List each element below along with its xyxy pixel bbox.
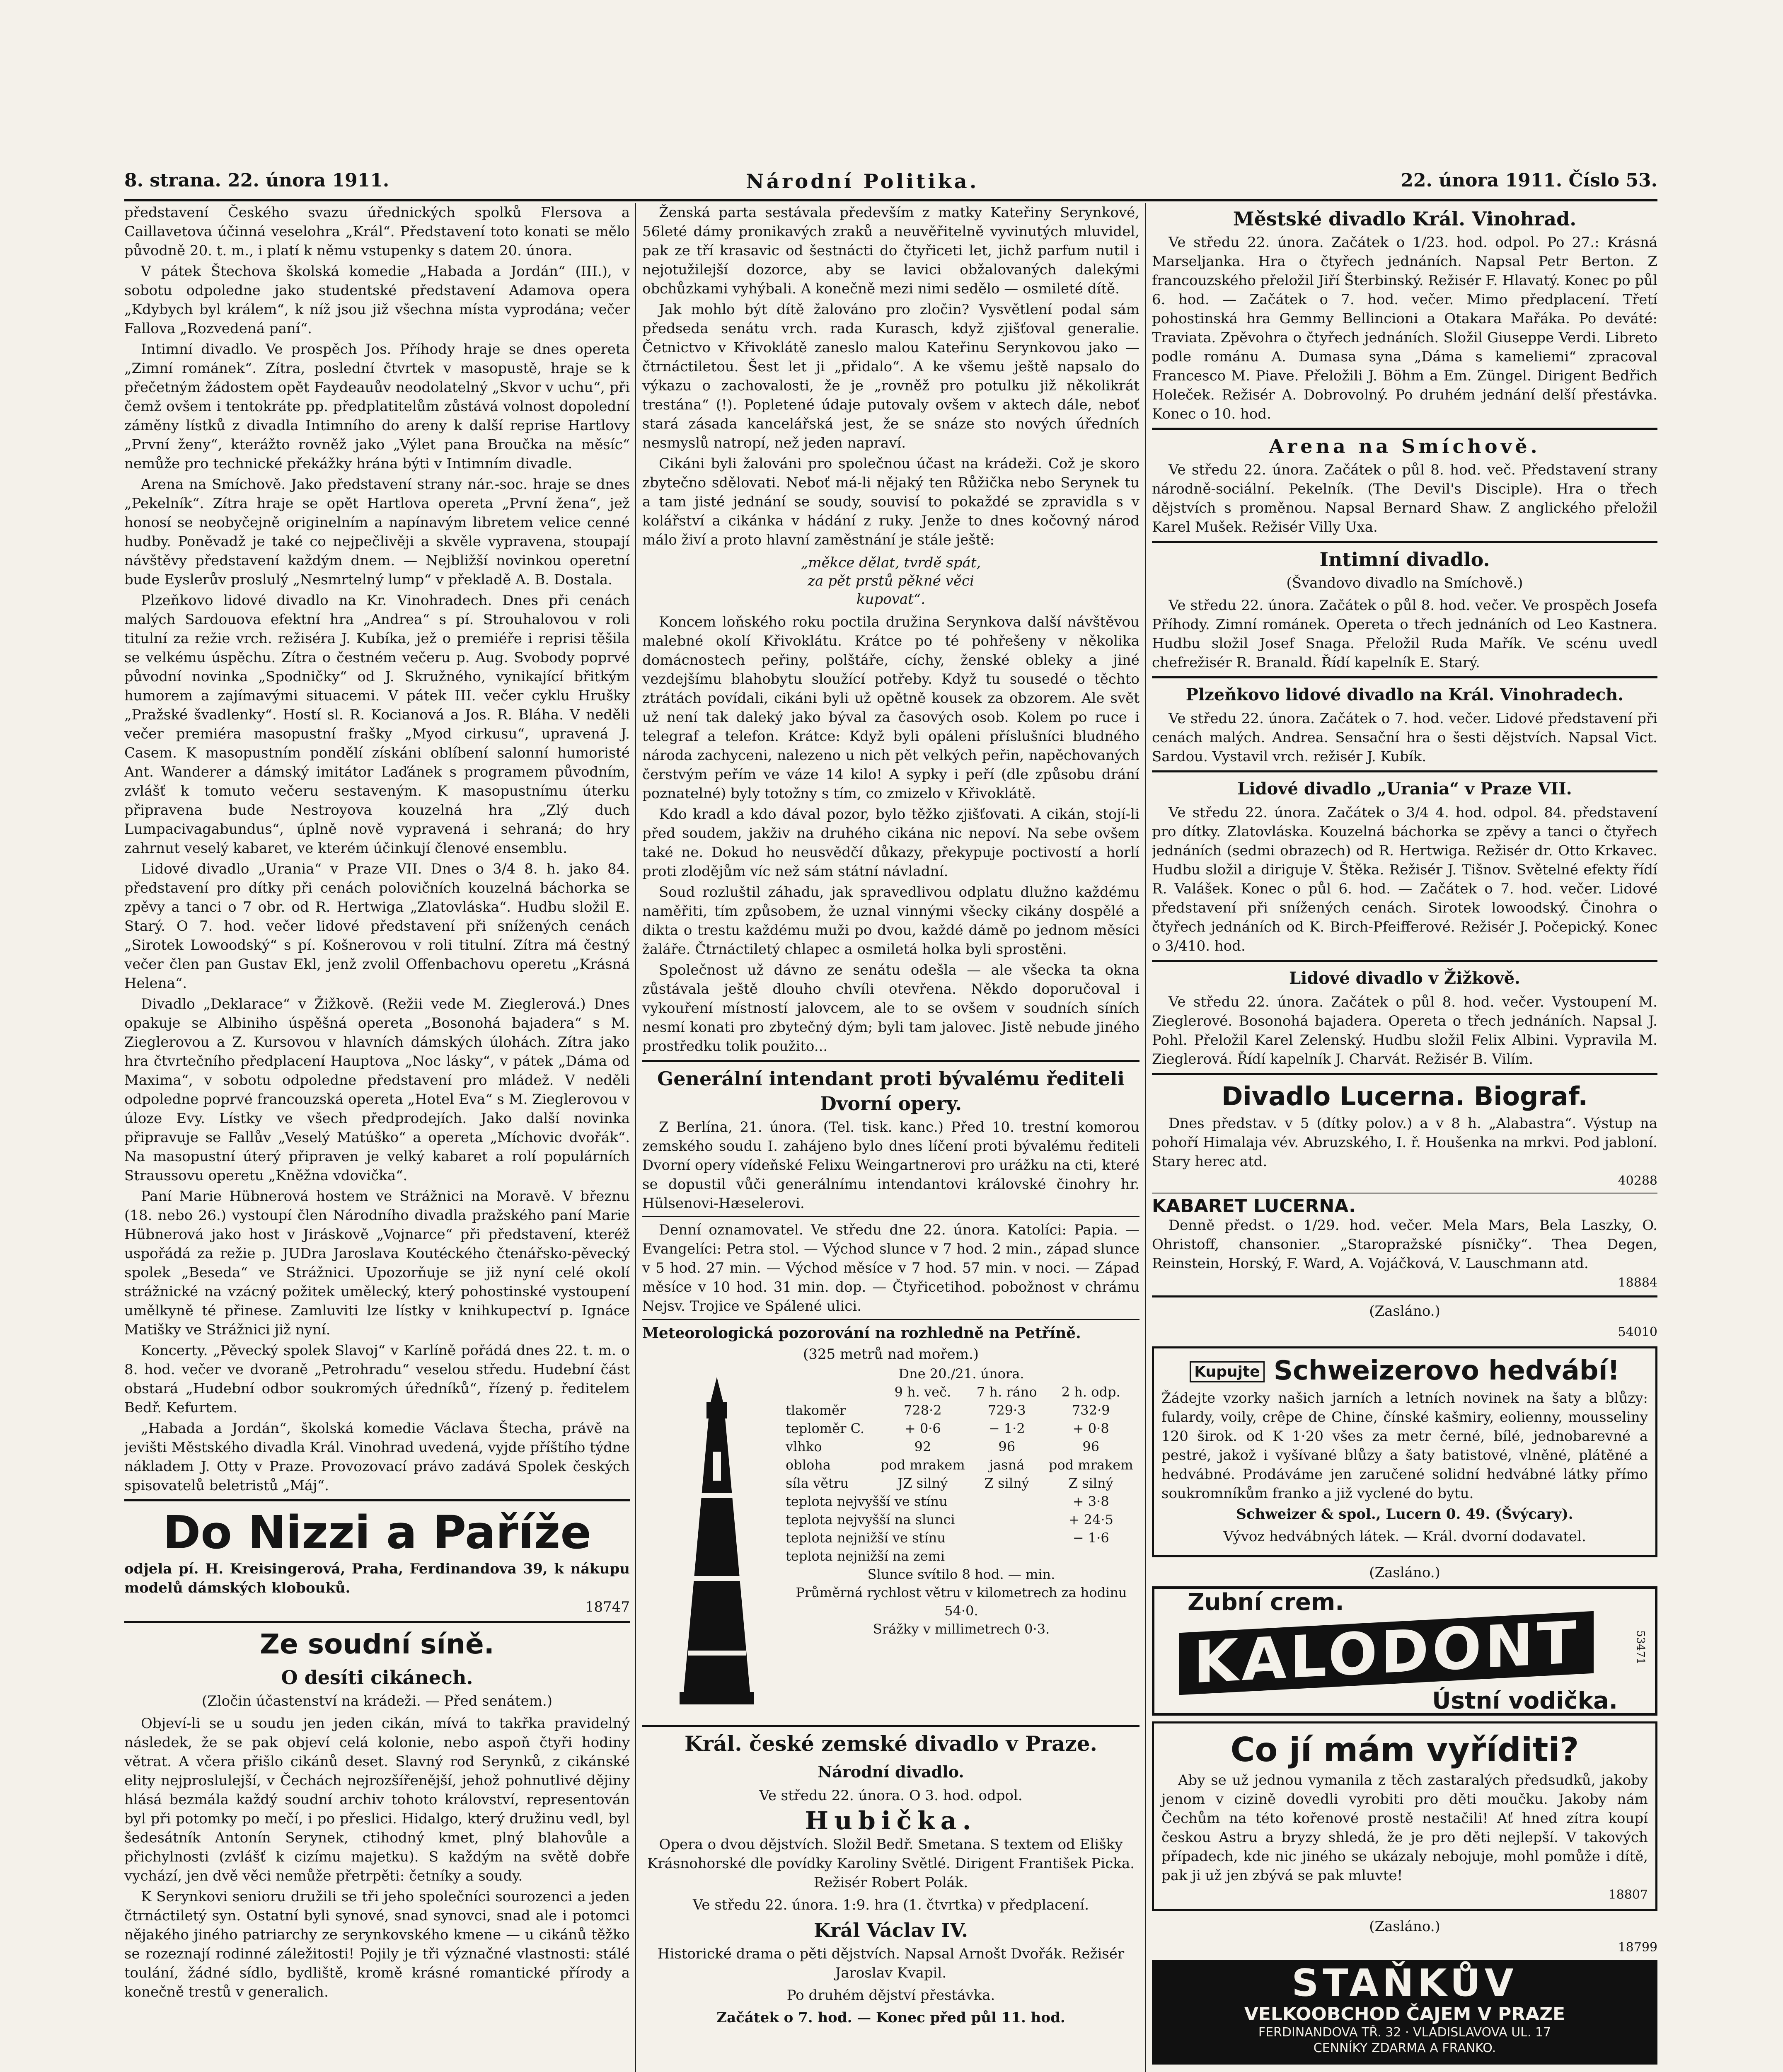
co-ji-title: Co jí mám vyříditi? (1230, 1731, 1579, 1769)
daily-notice: Denní oznamovatel. Ve středu dne 22. února. Katolíci: Papia. — Evangelíci: Petra stol. — Východ slunce v 7 hod. 2 min., západ slunce v 5 hod. 27 min. — Východ měsíce v 7 hod. 57 min. v noci. — Západ měsíce v 10 hod. 31 min. dop. — Čtyřicetihod. pobožnost v chrámu Nejsv. Trojice ve Spálené ulici. (642, 1222, 1139, 1314)
meteo-cell: 96 (998, 1439, 1016, 1455)
stanek-line3: FERDINANDOVA TŘ. 32 · VLADISLAVOVA UL. 17 (1258, 2025, 1551, 2040)
stanek-line4: CENNÍKY ZDARMA A FRANKO. (1313, 2041, 1496, 2056)
article-paragraph: Z Berlína, 21. února. (Tel. tisk. kanc.) Před 10. trestní komorou zemského soudu I. zahájeno bylo dnes líčení proti bývalému řediteli Dvorní opery vídeňské Felixu Weingartnerovi pro urážku na cti, které se dopustil vůči generálnímu intendantovi královské činohry hr. Hülsenovi-Hæselerovi. (642, 1119, 1139, 1212)
ad-code: 40288 (1618, 1174, 1657, 1188)
article-paragraph: Divadlo „Deklarace“ v Žižkově. (Režii vede M. Zieglerová.) Dnes opakuje se Albiniho úspěšná opereta „Bosonohá bajadera“ s M. Zieglerovou a Z. Kursovou v hlavních dámských úlohách. Zítra jako hra čtvrtečního předplacení Hauptova „Noc lásky“, v pátek „Dáma od Maxima“, v sobotu odpoledne představení pro mládež. V neděli odpoledne poprvé francouzská opereta „Hotel Eva“ s M. Zieglerovou v úloze Evy. Lístky ve všech předprodejích. Jako další novinka připravuje se Fallův „Veselý Matúško“ a opereta „Míchovic dvořák“. Na masopustní úterý připraven je velký kabaret a rolí populárních Straussovu operetu „Kněžna vdovička“. (124, 996, 630, 1184)
meteo-subtitle: (325 metrů nad mořem.) (803, 1346, 979, 1363)
article-paragraph: Koncerty. „Pěvecký spolek Slavoj“ v Karlíně pořádá dnes 22. t. m. o 8. hod. večer ve dvoraně „Petrohradu“ veselou středu. Hudební část obstará „Hudební odbor soukromých úředníků“, řízený p. ředitelem Bedř. Kefurtem. (124, 1342, 630, 1416)
article-paragraph: Společnost už dávno ze senátu odešla — ale všecka ta okna zůstávala ještě dlouho chvíli otevřena. Někdo doporučoval i vykouření místností jalovcem, ale to se ovšem v soudních síních nesmí konati pro zbytečný dým; byli tam jalovec. Jistě nebude jiného prostředku tolik použito... (642, 962, 1139, 1055)
divider (124, 1621, 630, 1623)
theatre-listing: Ve středu 22. února. Začátek o 3/4 4. hod. odpol. 84. představení pro dítky. Zlatovláska. Kouzelná báchorka se zpěvy a tanci o čtyřech jednáních (sedmi obrazech) od R. Hertwiga. Režisér dr. Otto Krkavec. Hudbu složil a diriguje V. Štěka. Režisér J. Tišnov. Světelné efekty řídí R. Valášek. Konec o půl 6. hod. — Začátek o 7. hod. večer. Lidové představení při snížených cenách. Sirotek lowoodský. Činohra o čtyřech jednáních od K. Birch-Pfeifferové. Režisér J. Počepický. Konec o 3/410. hod. (1152, 804, 1657, 954)
meteo-cell: JZ silný (898, 1475, 948, 1491)
article-paragraph: Ženská parta sestávala především z matky Kateřiny Serynkové, 56leté dámy pronikavých zraků a neuvěřitelně vyvinutých mluvidel, pak ze tří krasavic od šestnácti do čtyřiceti let, jichž parfum nutil i nejotužilejší dozorce, aby se lavici obžalovaných dalekými obchůzkami vyhýbali. A konečně mezi nimi sedělo — osmileté dítě. (642, 204, 1139, 297)
meteo-extreme-value (1042, 1547, 1139, 1565)
divider (1152, 428, 1657, 430)
meteo-table (783, 1365, 1139, 1638)
divider (642, 1060, 1139, 1062)
article-paragraph: Objeví-li se u soudu jen jeden cikán, mívá to takřka pravidelný následek, že se pak objeví celá kolonie, nebo aspoň čtyři hodiny větrat. A včera přišlo cikánů deset. Slavný rod Serynků, z cikánské elity nejproslulejší, v Čechách nejrozšířenější, jehož pohnutlivé dějiny hlásá bezmála každý soudní archiv tohoto království, representován byl při potomky po mečí, i po přeslici. Hidalgo, který družinu vedl, byl šedesátník Antonín Serynek, ctihodný kmet, plný blahovůle a přichylnosti (zvlášť k cizímu majetku). S každým na světě dobře vychází, jen dvě věci nemůže přetrpěti: četníky a soudy. (124, 1715, 630, 1884)
lucerna-title: Divadlo Lucerna. Biograf. (1222, 1081, 1588, 1111)
ad-schweizer-export: Vývoz hedvábných látek. — Král. dvorní dodavatel. (1223, 1528, 1586, 1545)
meteo-cell: − 1·2 (988, 1421, 1025, 1436)
meteo-sun: Slunce svítilo 8 hod. — min. (867, 1566, 1055, 1582)
article-paragraph: Intimní divadlo. Ve prospěch Jos. Příhody hraje se dnes opereta „Zimní románek“. Zítra, poslední čtvrtek v masopustě, hraje se k přečetným žádostem opět Faydeauův neodolatelný „Skvor v uchu“, při čemž ovšem i tentokráte pp. předplatitelům zůstává volnost dopolední záměny lístků z divadla Intimního do areny k další reprise Hartlovy „První ženy“, kterážto rovněž jako „Výlet pana Broučka na měsíc“ nemůže pro technické překážky hrána býti v Intimním divadle. (124, 341, 630, 472)
quoted-verse (642, 554, 1139, 608)
table-row (783, 1438, 1139, 1456)
masthead-title: Národní Politika. (746, 170, 979, 193)
ad-code: 18807 (1608, 1888, 1648, 1903)
header-issue-number: 22. února 1911. Číslo 53. (1401, 170, 1657, 191)
petrin-tower-icon (655, 1369, 779, 1709)
meteo-extreme-value: − 1·6 (1072, 1530, 1109, 1546)
ad-schweizer-firm: Schweizer & spol., Lucern 0. 49. (Švýcary). (1236, 1506, 1573, 1523)
theatre-listing: Ve středu 22. února. Začátek o 1/23. hod. odpol. Po 27.: Krásná Marseljanka. Hra o čtyřech jednáních. Napsal Petr Berton. Z francouzského přeložil Jiří Šterbinský. Režisér F. Hlavatý. Konec po půl 6. hod. — Začátek o 7. hod. večer. Mimo předplacení. Třetí pohostinská hra Gemmy Bellincioni a Otakara Mařáka. Po deváté: Traviata. Zpěvohra o čtyřech jednáních. Složil Giuseppe Verdi. Libreto podle románu A. Dumasa syna „Dáma s kameliemi“ zpracoval Francesco M. Piave. Přeložili J. Böhm a Em. Züngel. Dirigent Bedřich Holeček. Režisér A. Dobrovolný. Po druhém jednání delší přestávka. Konec o 10. hod. (1152, 234, 1657, 422)
theatre-listing: Ve středu 22. února. Začátek o půl 8. hod. večer. Vystoupení M. Zieglerové. Bosonohá bajadera. Opereta o třech jednáních. Napsal J. Pohl. Přeložil Karel Zelenský. Hudbu složil Felix Albini. Vypravila M. Zieglerová. Řídí kapelník J. Charvát. Režisér B. Vilím. (1152, 994, 1657, 1067)
table-row (783, 1419, 1139, 1438)
court-note: (Zločin účastenství na krádeži. — Před senátem.) (201, 1693, 553, 1709)
ad-code: 18884 (1618, 1276, 1657, 1290)
column-3 (1152, 203, 1657, 2072)
verse-line: za pět prstů pěkné věci (808, 573, 974, 589)
meteo-cell: 728·2 (904, 1402, 942, 1418)
divider (642, 1725, 1139, 1727)
ad-code: 18799 (1618, 1940, 1657, 1955)
ad-kalodont (1152, 1586, 1657, 1716)
theatre-title: Král. české zemské divadlo v Praze. (685, 1731, 1097, 1756)
meteo-extreme-label: teplota nejnižší ve stínu (786, 1530, 946, 1546)
article-paragraph: Jak mohlo být dítě žalováno pro zločin? Vysvětlení podal sám předseda senátu vrch. rada Kurasch, když zjišťoval generalie. Četnictvo v Křivoklátě zaneslo malou Kateřinu Serynkovou jako — čtrnáctiletou. Šest let ji „přidalo“. A ke všemu ještě napsalo do výkazu o zachovalosti, že je „rovněž pro potulku již několikrát trestána“ (!). Popletené údaje putovaly ovšem v aktech dále, neboť stará zásada kancelářská jest, že se snáze sto nových úředních nesmyslů natropí, než jeden napraví. (642, 301, 1139, 451)
play-description: Po druhém dějství přestávka. (786, 1987, 995, 2004)
court-title: Ze soudní síně. (260, 1628, 494, 1660)
zaslano-label: (Zasláno.) (1369, 1303, 1440, 1319)
meteo-cell: 732·9 (1072, 1402, 1110, 1418)
ad-nizza-text: odjela pí. H. Kreisingerová, Praha, Ferdinandova 39, k nákupu modelů dámských klobouků. (124, 1561, 630, 1596)
ad-code: 53471 (1634, 1630, 1647, 1665)
theatre-title: Intimní divadlo. (1319, 548, 1490, 571)
meteo-extreme-label: teplota nejvyšší ve stínu (786, 1493, 948, 1509)
meteo-cell: jasná (989, 1457, 1025, 1473)
ad-nizza-code: 18747 (585, 1599, 630, 1615)
theatre-subtitle: Národní divadlo. (818, 1762, 964, 1781)
meteo-extreme-value: + 3·8 (1072, 1493, 1109, 1509)
co-ji-text: Aby se už jednou vymanila z těch zastaralých předsudků, jakoby jenom v cizině dovedli vyrobiti pro děti moučku. Jakoby nám Čechům na této kořenové prostě nestačili! Ať hned zítra koupí českou Astru a bryzy shledá, že je pro děti nejlepší. V takových případech, kde nic jiného se ukázaly nebojuje, mohl pomůže i dítě, pak ji už jen zbývá se pak mluvte! (1161, 1772, 1648, 1884)
intendant-title: Generální intendant proti bývalému řediteli Dvorní opery. (657, 1067, 1125, 1115)
article-paragraph: „Habada a Jordán“, školská komedie Václava Štecha, právě na jevišti Městského divadla Král. Vinohrad uvedená, vyjde příštího týdne nákladem J. Otty v Praze. Provozovací právo zadává Spolek českých spisovatelů beletristů „Máj“. (124, 1420, 630, 1494)
table-row (783, 1492, 1139, 1510)
divider (1152, 676, 1657, 678)
zaslano-label: (Zasláno.) (1369, 1564, 1440, 1581)
article-paragraph: Koncem loňského roku poctila družina Serynkova další návštěvou malebné okolí Křivoklátu. Krátce po té pohřešeny v několika domácnostech peřiny, polštáře, cíchy, ženské obleky a jiné vezdejšímu blahobytu sloužící potřeby. Když tu sousedé o těchto ztrátách povídali, cikáni byli už opětně kousek za obzorem. Ale svět už není tak daleký jako býval za časových osob. Kolem po ruce i telegraf a telefon. Krátce: Když byli opáleni příslušníci bludného národa zachyceni, nalezeno u nich pět velkých peřin, napěchovaných čerstvým peřím ve váze 14 kilo! A sypky i peří (dle způsobu drání poznatelné) byly totožny s tím, co zmizelo v Křivoklátě. (642, 614, 1139, 802)
meteo-cell: Z silný (984, 1475, 1029, 1491)
column-2 (642, 203, 1139, 2072)
article-paragraph: Soud rozluštil záhadu, jak spravedlivou odplatu dlužno každému naměřiti, tím způsobem, že uznal vinnými všecky cikány dospělé a dikta o trestu každému muži po dvou, každé dámě po jednom měsíci žaláře. Čtrnáctiletý chlapec a osmiletá holka byli sprostěni. (642, 884, 1139, 958)
lucerna-listing: Dnes představ. v 5 (dítky polov.) a v 8 h. „Alabastra“. Výstup na pohoří Himalaja vév. Abruzského, I. ř. Houšenka na mrkvi. Pod jabloní. Stary herec atd. (1152, 1115, 1657, 1170)
meteo-date: Dne 20./21. února. (898, 1366, 1024, 1382)
verse-line: „měkce dělat, tvrdě spát, (801, 554, 981, 571)
stanek-line2: VELKOOBCHOD ČAJEM V PRAZE (1244, 2004, 1565, 2025)
theatre-listing: Ve středu 22. února. Začátek o půl 8. hod. več. Představení strany národně-sociální. Pekelník. (The Devil's Disciple). Hra o třech dějstvích s proměnou. Napsal Bernard Shaw. Z anglického přeložil Karel Mušek. Režisér Villy Uxa. (1152, 462, 1657, 535)
header-rule (124, 199, 1657, 201)
performance-time: Začátek o 7. hod. — Konec před půl 11. hod. (716, 2009, 1065, 2026)
meteo-cell: + 0·6 (904, 1421, 941, 1436)
kalodont-brand: KALODONT (1179, 1611, 1594, 1695)
divider (1152, 1073, 1657, 1075)
meteo-cell: + 0·8 (1072, 1421, 1109, 1436)
article-paragraph: Cikáni byli žalováni pro společnou účast na krádeži. Což je skoro zbytečno sdělovati. Neboť má-li nějaký ten Růžička nebo Serynek tu a tam jisté jednání se soudy, souvisí to pokaždé se zpravidla s v kolářství a cikánka v hádání z ruky. Jenže to dnes kočovný národ málo živí a proto hlavní zaměstnání je stále ještě: (642, 455, 1139, 548)
theatre-title: Lidové divadlo v Žižkově. (1289, 968, 1520, 988)
table-row (783, 1401, 1139, 1419)
verse-line: kupovat“. (856, 591, 926, 608)
divider (1152, 770, 1657, 772)
ad-schweizer-text: Žádejte vzorky našich jarních a letních novinek na šaty a blůzy: fulardy, voily, crêpe de Chine, čínské kašmiry, eolienny, mousseliny 120 širok. od K 1·20 všes za metr černé, bílé, jednobarevné a pestré, jakož i vyšívané blůzy a šaty batistové, vlněné, plátěné a hedvábné. Prodáváme jen zaručené solidní hedvábné látky přímo soukromníkům franko a již vyclené do bytu. (1161, 1390, 1648, 1502)
article-paragraph: V pátek Štechova školská komedie „Habada a Jordán“ (III.), v sobotu odpoledne jako studentské představení Adamova opera „Kdybych byl králem“, k níž jsou již všechna místa vyprodána; večer Fallova „Rozvedená paní“. (124, 263, 630, 337)
theatre-title: Arena na Smíchově. (1269, 435, 1541, 457)
ad-code: 54010 (1618, 1325, 1657, 1339)
meteo-cell: 96 (1082, 1439, 1100, 1455)
meteo-col-header: 9 h. več. (894, 1384, 951, 1400)
divider (124, 1499, 630, 1501)
ad-nizza-title: Do Nizzi a Paříže (163, 1506, 591, 1559)
play-title: Hubička. (805, 1806, 977, 1835)
meteo-cell: pod mrakem (880, 1457, 965, 1473)
page-header (124, 166, 1657, 199)
ad-schweizer-title: Schweizerovo hedvábí! (1273, 1356, 1620, 1386)
header-page-date: 8. strana. 22. února 1911. (124, 170, 390, 191)
meteo-row-label: teploměr C. (786, 1421, 865, 1436)
divider (642, 1319, 1139, 1320)
theatre-listing: Ve středu 22. února. Začátek o 7. hod. večer. Lidové představení při cenách malých. Andrea. Sensační hra o šesti dějstvích. Napsal Vict. Sardou. Vystavil vrch. režisér J. Kubík. (1152, 710, 1657, 765)
kalodont-top: Zubní crem. (1188, 1589, 1344, 1616)
theatre-title: Městské divadlo Král. Vinohrad. (1233, 208, 1577, 230)
table-row (783, 1529, 1139, 1547)
table-row (783, 1456, 1139, 1474)
meteorology-block (642, 1323, 1139, 1721)
article-paragraph: Arena na Smíchově. Jako představení strany nár.-soc. hraje se dnes „Pekelník“. Zítra hraje se opět Hartlova opereta „První žena“, jež honosí se neobyčejně originelním a napínavým libretem velice cenné hudby. Poněvadž je také co nejpečlivěji a skvěle vypravena, stoupají návštěvy představení každým dnem. — Nejbližší novinkou operetní bude Eyslerův proslulý „Nesmrtelný lump“ v překladě A. B. Dostala. (124, 476, 630, 588)
ad-schweizer (1152, 1346, 1657, 1557)
meteo-col-header: 7 h. ráno (976, 1384, 1037, 1400)
article-paragraph: Paní Marie Hübnerová hostem ve Strážnici na Moravě. V březnu (18. nebo 26.) vystoupí člen Národního divadla pražského paní Marie Hübnerová jako host v Jiráskově „Vojnarce“ při představení, kteréž uspořádá za režie p. JUDra Jaroslava Koutéckého čtenářsko-pěvecký spolek „Beseda“ ve Strážnici. Upozorňuje se již nyní celé okolí strážnické na vzácný požitek umělecký, který pohostinské vystoupení umělkyně té přinese. Zamluviti lze lístky v knihkupectví p. Ignáce Matišky ve Strážnici již nyní. (124, 1188, 630, 1338)
divider (1152, 541, 1657, 543)
table-row (783, 1547, 1139, 1565)
play-description: Opera o dvou dějstvích. Složil Bedř. Smetana. S textem od Elišky Krásnohorské dle povídky Karoliny Světlé. Dirigent František Picka. Režisér Robert Polák. (647, 1836, 1135, 1891)
ad-co-ji (1152, 1721, 1657, 1911)
meteo-title: Meteorologická pozorování na rozhledně na Petříně. (642, 1324, 1081, 1342)
ad-nizza (124, 1506, 630, 1617)
ad-kupujte: Kupujte (1190, 1361, 1264, 1382)
meteo-col-header: 2 h. odp. (1061, 1384, 1120, 1400)
performance-time: Ve středu 22. února. 1:9. hra (1. čtvrtka) v předplacení. (692, 1897, 1089, 1913)
theatre-listing: Ve středu 22. února. Začátek o půl 8. hod. večer. Ve prospěch Josefa Příhody. Zimní románek. Opereta o třech jednáních od Leo Kastnera. Hudbu složil Josef Snaga. Přeložil Ruda Mařík. Ve scénu uvedl chefrežisér R. Branald. Řídí kapelník E. Starý. (1152, 597, 1657, 671)
meteo-cell: pod mrakem (1048, 1457, 1133, 1473)
article-paragraph: Lidové divadlo „Urania“ v Praze VII. Dnes o 3/4 8. h. jako 84. představení pro dítky při cenách polovičních kouzelná báchorka se zpěvy a tanci o 7 obr. od R. Hertwiga „Zlatovláska“. Hudbu složil E. Starý. O 7. hod. večer lidové představení při snížených cenách „Sirotek Lowoodský“ s pí. Košnerovou v roli titulní. Zítra má čestný večer člen pan Gustav Ekl, jenž zvolil Offenbachovu operetu „Krásná Helena“. (124, 861, 630, 992)
divider (642, 1216, 1139, 1217)
national-theatre-program (642, 1731, 1139, 2027)
play-description: Historické drama o pěti dějstvích. Napsal Arnošt Dvořák. Režisér Jaroslav Kvapil. (657, 1946, 1125, 1981)
divider (1152, 1295, 1657, 1297)
meteo-extreme-value: + 24·5 (1068, 1512, 1113, 1527)
theatre-title: Lidové divadlo „Urania“ v Praze VII. (1237, 779, 1572, 799)
meteo-wind: Průměrná rychlost větru v kilometrech za hodinu 54·0. (796, 1585, 1127, 1619)
meteo-row-label: vlhko (786, 1439, 822, 1455)
kabaret-title: KABARET LUCERNA. (1152, 1196, 1356, 1217)
theatre-title: Plzeňkovo lidové divadlo na Král. Vinohradech. (1185, 685, 1624, 704)
meteo-extreme-label: teplota nejvyšší na slunci (786, 1512, 955, 1527)
column-rule (635, 203, 636, 2072)
performance-time: Ve středu 22. února. O 3. hod. odpol. (759, 1787, 1023, 1804)
zaslano-label: (Zasláno.) (1369, 1918, 1440, 1935)
column-rule (1145, 203, 1146, 2072)
meteo-cell: 729·3 (987, 1402, 1026, 1418)
article-paragraph: Plzeňkovo lidové divadlo na Kr. Vinohradech. Dnes při cenách malých Sardouova efektní hra „Andrea“ s pí. Strouhalovou v roli titulní za režie vrch. režiséra J. Kubíka, jež o premiéře i reprisi těšila se velkému úspěchu. Zítra o čestném večeru p. Aug. Svobody poprvé původní novinka „Spodničky“ od J. Skružného, vynikající břitkým humorem a zajímavými situacemi. V pátek III. večer cyklu Hrušky „Pražské švadlenky“. Hostí sl. R. Kocianová a Jos. R. Bláha. V neděli večer premiéra masopustní frašky „Myod cirkusu“, upravená J. Casem. K masopustním pondělí získáni oblíbení salonní humoristé Ant. Wanderer a dámský imitátor Laďánek s programem původním, zvlášť k tomuto večeru sestaveným. K masopustnímu úterku připravena bude Nestroyova kouzelná hra „Zlý duch Lumpacivagabundus“, úplně nově vypravená i sehraná; do hry zahrnut veselý kabaret, ve kterém účinkují členové ensemblu. (124, 592, 630, 857)
theatre-subtitle: (Švandovo divadlo na Smíchově.) (1286, 575, 1523, 591)
meteo-row-label: obloha (786, 1457, 831, 1473)
court-subtitle: O desíti cikánech. (281, 1666, 473, 1689)
article-paragraph: představení Českého svazu úřednických spolků Flersova a Caillavetova účinná veselohra „Král“. Představení toto konati se mělo původně 20. t. m., i platí k němu vstupenky s datem 20. února. (124, 204, 630, 259)
meteo-row-label: tlakoměr (786, 1402, 846, 1418)
table-row (783, 1510, 1139, 1529)
court-section (124, 1627, 630, 2002)
meteo-extreme-label: teplota nejnižší na zemi (786, 1548, 945, 1564)
table-row (783, 1474, 1139, 1492)
article-paragraph: Kdo kradl a kdo dával pozor, bylo těžko zjišťovati. A cikán, stojí-li před soudem, jakživ na druhého cikána nic nepoví. Na sebe ovšem také ne. Dokud ho neusvědčí důkazy, překypuje poctivostí a horlí proti zlodějům víc než sám státní návladní. (642, 806, 1139, 880)
meteo-rain: Srážky v millimetrech 0·3. (873, 1621, 1050, 1637)
kabaret-listing: Denně předst. o 1/29. hod. večer. Mela Mars, Bela Laszky, O. Ohristoff, chansonier. „Staropražské písničky“. Thea Degen, Reinstein, Horský, F. Ward, A. Vojáčková, V. Lauschmann atd. (1152, 1217, 1657, 1272)
divider (1152, 960, 1657, 962)
play-title: Král Václav IV. (814, 1919, 968, 1941)
ad-stanek-tea (1152, 1960, 1657, 2065)
meteo-cell: Z silný (1068, 1475, 1113, 1491)
column-1 (124, 203, 630, 2072)
kalodont-bottom: Ústní vodička. (1432, 1687, 1618, 1715)
meteo-cell: 92 (914, 1439, 931, 1455)
stanek-line1: STAŇKŮV (1292, 1961, 1518, 2005)
meteo-row-label: síla větru (786, 1475, 849, 1491)
article-paragraph: K Serynkovi senioru družili se tři jeho společníci sourozenci a jeden čtrnáctiletý syn. Ostatní byli synové, snad synovci, snad ale i potomci nějakého jiného patriarchy ze serynkovského kmene — u cikánů těžko se rozeznají rodinné záležitosti! Pojily je tři význačné vlastnosti: stálé toulání, žádné sídlo, bydliště, kromě krásné romantické přírody a konečně trestů v generalich. (124, 1888, 630, 2000)
